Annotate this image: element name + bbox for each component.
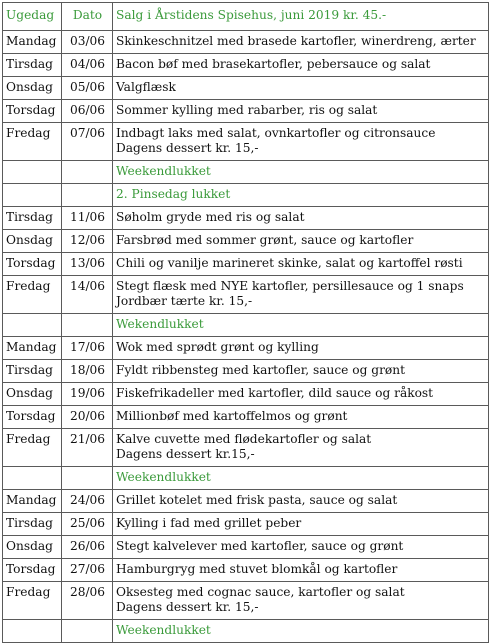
empty-day-cell [3, 467, 62, 490]
date-cell: 19/06 [62, 383, 113, 406]
menu-row [3, 337, 489, 360]
dish-name: Farsbrød med sommer grønt, sauce og kartofler [116, 233, 414, 247]
dish-name: Valgflæsk [116, 80, 176, 94]
empty-date-cell [62, 620, 113, 643]
weekday-cell: Tirsdag [3, 360, 62, 383]
empty-date-cell [62, 314, 113, 337]
dessert-line: Dagens dessert kr. 15,- [116, 141, 259, 155]
date-cell: 12/06 [62, 230, 113, 253]
dish-cell [113, 360, 489, 383]
date-cell: 07/06 [62, 123, 113, 161]
dish-name: Stegt kalvelever med kartofler, sauce og grønt [116, 539, 404, 553]
weekday-cell: Mandag [3, 490, 62, 513]
closed-row [3, 314, 489, 337]
closed-row [3, 184, 489, 207]
menu-row [3, 429, 489, 467]
empty-date-cell [62, 184, 113, 207]
weekday-cell: Fredag [3, 123, 62, 161]
date-cell: 26/06 [62, 536, 113, 559]
menu-row [3, 383, 489, 406]
dessert-line: Jordbær tærte kr. 15,- [116, 294, 253, 308]
dish-name: Fiskefrikadeller med kartofler, dild sauce og råkost [116, 386, 434, 400]
dish-cell [113, 383, 489, 406]
dish-cell [113, 582, 489, 620]
dish-cell [113, 429, 489, 467]
weekday-cell: Onsdag [3, 536, 62, 559]
empty-date-cell [62, 467, 113, 490]
dish-cell [113, 490, 489, 513]
menu-row [3, 406, 489, 429]
closed-note: Wekendlukket [113, 314, 489, 337]
header-date: Dato [62, 3, 113, 31]
weekday-cell: Torsdag [3, 100, 62, 123]
menu-row [3, 207, 489, 230]
weekday-cell: Torsdag [3, 559, 62, 582]
date-cell: 25/06 [62, 513, 113, 536]
weekday-cell: Onsdag [3, 383, 62, 406]
date-cell: 14/06 [62, 276, 113, 314]
dish-name: Wok med sprødt grønt og kylling [116, 340, 319, 354]
menu-row [3, 559, 489, 582]
date-cell: 06/06 [62, 100, 113, 123]
date-cell: 03/06 [62, 31, 113, 54]
weekday-cell: Torsdag [3, 253, 62, 276]
dish-cell [113, 207, 489, 230]
dish-name: Sommer kylling med rabarber, ris og salat [116, 103, 378, 117]
dish-cell [113, 77, 489, 100]
dish-cell [113, 54, 489, 77]
date-cell: 11/06 [62, 207, 113, 230]
date-cell: 18/06 [62, 360, 113, 383]
weekday-cell: Tirsdag [3, 513, 62, 536]
dish-cell [113, 123, 489, 161]
menu-row [3, 360, 489, 383]
dish-name: Oksesteg med cognac sauce, kartofler og salat [116, 585, 405, 599]
dish-name: Chili og vanilje marineret skinke, salat og kartoffel røsti [116, 256, 463, 270]
menu-row [3, 77, 489, 100]
dish-cell [113, 100, 489, 123]
date-cell: 20/06 [62, 406, 113, 429]
date-cell: 21/06 [62, 429, 113, 467]
closed-note: Weekendlukket [113, 161, 489, 184]
weekday-cell: Onsdag [3, 230, 62, 253]
dish-cell [113, 559, 489, 582]
menu-document [2, 2, 488, 643]
dish-name: Kalve cuvette med flødekartofler og salat [116, 432, 372, 446]
closed-row [3, 620, 489, 643]
date-cell: 27/06 [62, 559, 113, 582]
weekday-cell: Tirsdag [3, 54, 62, 77]
date-cell: 17/06 [62, 337, 113, 360]
weekday-cell: Mandag [3, 31, 62, 54]
dish-name: Bacon bøf med brasekartofler, pebersauce og salat [116, 57, 431, 71]
date-cell: 24/06 [62, 490, 113, 513]
dish-name: Fyldt ribbensteg med kartofler, sauce og grønt [116, 363, 405, 377]
dish-cell [113, 536, 489, 559]
menu-row [3, 582, 489, 620]
closed-note: 2. Pinsedag lukket [113, 184, 489, 207]
menu-row [3, 490, 489, 513]
weekday-cell: Fredag [3, 429, 62, 467]
header-row [3, 3, 489, 31]
weekday-cell: Fredag [3, 582, 62, 620]
closed-note: Weekendlukket [113, 467, 489, 490]
dessert-line: Dagens dessert kr. 15,- [116, 600, 259, 614]
weekday-cell: Torsdag [3, 406, 62, 429]
weekday-cell: Onsdag [3, 77, 62, 100]
dish-cell [113, 406, 489, 429]
menu-row [3, 54, 489, 77]
date-cell: 28/06 [62, 582, 113, 620]
empty-day-cell [3, 314, 62, 337]
dessert-line: Dagens dessert kr.15,- [116, 447, 255, 461]
dish-name: Søholm gryde med ris og salat [116, 210, 305, 224]
date-cell: 05/06 [62, 77, 113, 100]
menu-row [3, 536, 489, 559]
empty-day-cell [3, 184, 62, 207]
header-title: Salg i Årstidens Spisehus, juni 2019 kr. 45.- [113, 3, 489, 31]
dish-name: Indbagt laks med salat, ovnkartofler og citronsauce [116, 126, 436, 140]
date-cell: 04/06 [62, 54, 113, 77]
menu-row [3, 100, 489, 123]
menu-table [2, 2, 489, 643]
closed-row [3, 161, 489, 184]
dish-cell [113, 31, 489, 54]
empty-date-cell [62, 161, 113, 184]
dish-name: Grillet kotelet med frisk pasta, sauce og salat [116, 493, 398, 507]
dish-name: Stegt flæsk med NYE kartofler, persillesauce og 1 snaps [116, 279, 464, 293]
dish-cell [113, 276, 489, 314]
menu-row [3, 230, 489, 253]
dish-cell [113, 337, 489, 360]
menu-row [3, 31, 489, 54]
weekday-cell: Mandag [3, 337, 62, 360]
closed-row [3, 467, 489, 490]
dish-name: Kylling i fad med grillet peber [116, 516, 302, 530]
weekday-cell: Fredag [3, 276, 62, 314]
empty-day-cell [3, 620, 62, 643]
dish-cell [113, 513, 489, 536]
dish-cell [113, 230, 489, 253]
closed-note: Weekendlukket [113, 620, 489, 643]
dish-name: Skinkeschnitzel med brasede kartofler, winerdreng, ærter [116, 34, 476, 48]
menu-row [3, 276, 489, 314]
header-day: Ugedag [3, 3, 62, 31]
empty-day-cell [3, 161, 62, 184]
menu-row [3, 253, 489, 276]
dish-name: Hamburgryg med stuvet blomkål og kartofler [116, 562, 398, 576]
menu-row [3, 513, 489, 536]
menu-row [3, 123, 489, 161]
weekday-cell: Tirsdag [3, 207, 62, 230]
dish-name: Millionbøf med kartoffelmos og grønt [116, 409, 348, 423]
dish-cell [113, 253, 489, 276]
date-cell: 13/06 [62, 253, 113, 276]
